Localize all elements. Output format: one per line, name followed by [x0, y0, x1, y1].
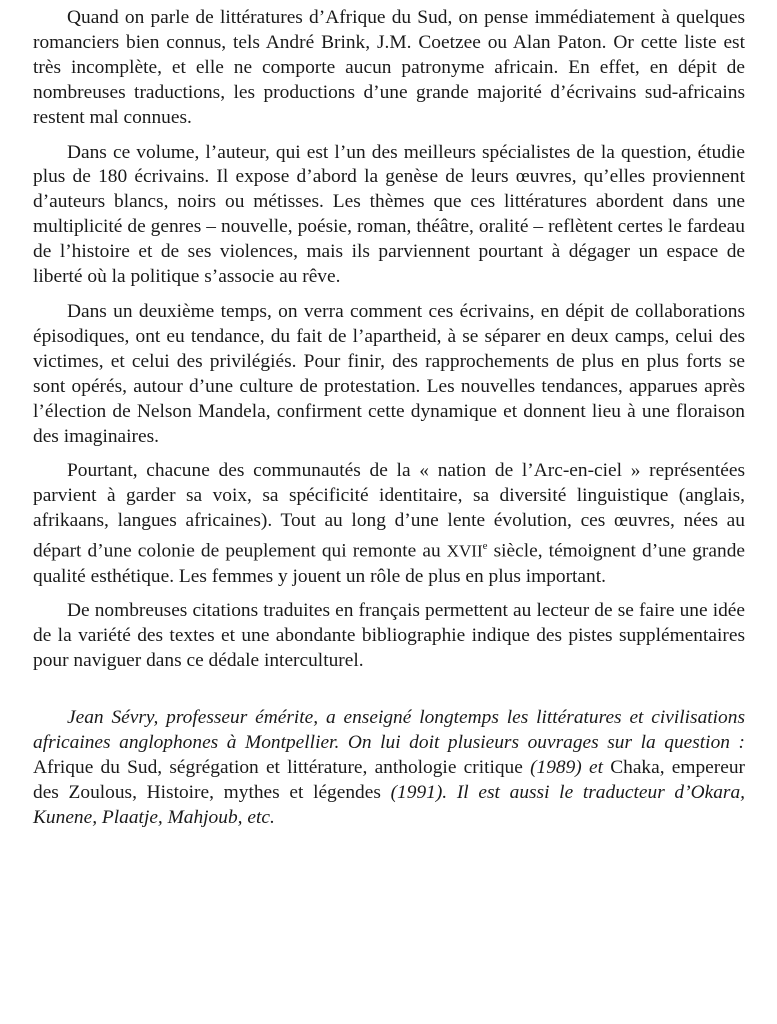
paragraph-second-time: Dans un deuxième temps, on verra comment ces écrivains, en dépit de collaborations épisodiques, ont eu tendance, du fait de l’apartheid, à se séparer en deux camps, celui des victimes, et celui des privilégiés. Pour finir, des rapprochements de plus en plus forts se sont opérés, autour d’une culture de protestation. Les nouvelles tendances, apparues après l’élection de Nelson Mandela, confirment cette dynamique et donnent lieu à une floraison des imaginaires.: [33, 300, 745, 447]
paragraph-citations: De nombreuses citations traduites en français permettent au lecteur de se faire une idée de la variété des textes et une abondante bibliographie indique des pistes supplémentaires pour naviguer dans ce dédale interculturel.: [33, 600, 745, 672]
paragraph-intro: Quand on parle de littératures d’Afrique du Sud, on pense immédiatement à quelques romanciers bien connus, tels André Brink, J.M. Coetzee ou Alan Paton. Or cette liste est très incomplète, et elle ne comporte aucun patronyme africain. En effet, en dépit de nombreuses traductions, les productions d’une grande majorité d’écrivains sud-africains restent mal connues.: [33, 7, 745, 128]
century-numeral: XVII: [446, 541, 483, 561]
author-bio: [33, 706, 745, 831]
paragraph-communities-part2: siècle, témoignent d’une grande qualité esthétique. Les femmes y jouent un rôle de plus en plus important.: [33, 540, 745, 587]
paragraph-communities: [33, 459, 745, 589]
bio-work-2: Chaka, empereur des Zoulous, Histoire, mythes et légendes: [33, 756, 745, 803]
bio-work-1: Afrique du Sud, ségrégation et littérature, anthologie critique: [33, 756, 523, 778]
bio-year-2: (1991). Il est aussi le traducteur d’Okara, Kunene, Plaatje, Mahjoub, etc.: [33, 781, 745, 828]
century-suffix: e: [482, 540, 488, 553]
paragraph-communities-part1: Pourtant, chacune des communautés de la « nation de l’Arc-en-ciel » représentées parvient à garder sa voix, sa spécificité identitaire, sa diversité linguistique (anglais, afrikaans, langues africaines). Tout au long d’une lente évolution, ces œuvres, nées au départ d’une colonie de peuplement qui remonte au: [33, 460, 745, 562]
back-cover-text: [33, 6, 745, 850]
bio-year-1: (1989) et: [522, 756, 611, 778]
bio-intro: Jean Sévry, professeur émérite, a enseigné longtemps les littératures et civilisations africaines anglophones à Montpellier. On lui doit plusieurs ouvrages sur la question :: [33, 707, 745, 754]
paragraph-volume: Dans ce volume, l’auteur, qui est l’un des meilleurs spécialistes de la question, étudie plus de 180 écrivains. Il expose d’abord la genèse de leurs œuvres, qu’elles proviennent d’auteurs blancs, noirs ou métisses. Les thèmes que ces littératures abordent dans une multiplicité de genres – nouvelle, poésie, roman, théâtre, oralité – reflètent certes le fardeau de l’histoire et de ses violences, mais ils parviennent pourtant à dégager un espace de liberté où la politique s’associe au rêve.: [33, 141, 745, 288]
